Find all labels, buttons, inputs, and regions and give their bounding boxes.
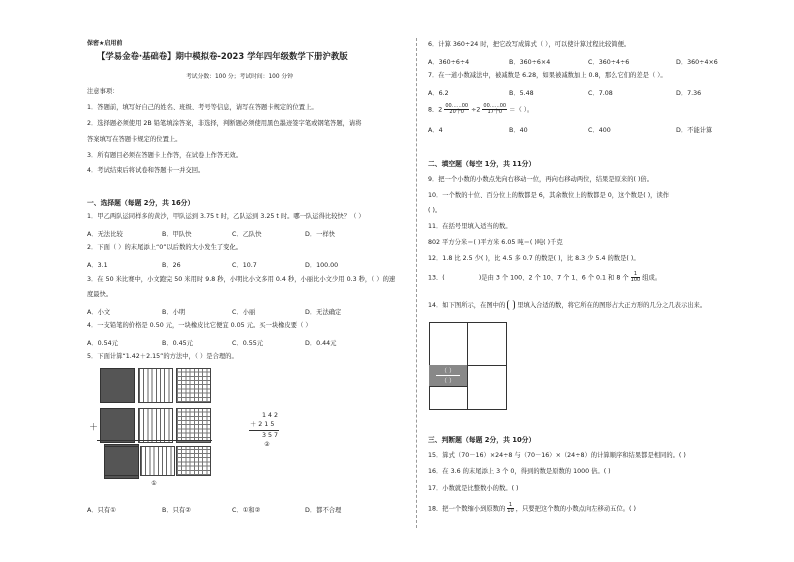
section2-heading: 二、填空题（每空 1分，共 11分） xyxy=(428,160,536,168)
q14-start: 14．如下图所示，在图中的 xyxy=(428,302,506,309)
question-8 xyxy=(428,104,533,115)
tenths-block xyxy=(140,446,175,476)
question-11: 11．在括号里填入适当的数。 xyxy=(428,223,512,230)
option-a[interactable]: A．4 xyxy=(428,127,443,134)
option-c[interactable]: C．360÷4÷6 xyxy=(588,59,630,66)
question-13 xyxy=(428,272,661,283)
label-circle-2: ② xyxy=(264,441,270,448)
notes-heading: 注意事项： xyxy=(87,88,119,95)
option-d[interactable]: D．7.36 xyxy=(676,90,702,97)
question-16: 16．在 3.6 的末尾添上 3 个 0，得到的数是原数的 1000 倍。( ) xyxy=(428,468,611,475)
q8-frac1-num: 00……00 xyxy=(445,103,469,109)
q18-start: 18．把一个数缩小到原数的 xyxy=(428,505,506,513)
question-10: 10．一个数的十位、百分位上的数都是 6，其余数位上的数都是 0，这个数是( )，读作 xyxy=(428,192,670,199)
calc-rule xyxy=(249,430,279,431)
page-title: 【学易金卷·基础卷】期中模拟卷-2023 学年四年级数学下册沪教版 xyxy=(97,51,348,61)
q18-end: ，只要把这个数的小数点向左移动五位。( ) xyxy=(515,505,636,513)
q8-fraction-1 xyxy=(444,104,469,115)
question-4: 4．一支铅笔的价格是 0.50 元，一块橡皮比它便宜 0.05 元。买一块橡皮要（ ） xyxy=(87,322,312,329)
note-item: 1．答题前，填写好自己的姓名、班级、考号等信息，请写在答题卡规定的位置上。 xyxy=(87,104,318,111)
question-6: 6．计算 360÷24 时，把它改写成算式（ ），可以使计算过程比较简便。 xyxy=(428,41,631,48)
calc-line-1: 1 4 2 xyxy=(262,412,279,419)
q8-frac2-num: 00……00 xyxy=(483,103,507,109)
tenths-block xyxy=(138,368,173,403)
plus-sign: ＋ xyxy=(89,423,99,433)
hundredths-grid xyxy=(176,446,211,476)
option-b[interactable]: B．小明 xyxy=(162,309,186,316)
option-a[interactable]: A．只有① xyxy=(87,507,116,514)
option-a[interactable]: A．360÷6÷4 xyxy=(428,59,470,66)
tenths-block xyxy=(138,408,173,443)
q18-frac-num: 1 xyxy=(508,502,513,508)
q8-fraction-2 xyxy=(482,104,507,115)
fraction-blank-top[interactable]: （ ） xyxy=(441,368,455,375)
q8-suffix: ＝（ ）。 xyxy=(509,106,534,114)
option-b[interactable]: B．0.45元 xyxy=(162,340,193,347)
q18-frac-den: 10 xyxy=(507,508,514,514)
question-7: 7．在一道小数减法中，被减数是 6.28，如果被减数加上 0.8，那么它们的差是（ ）。 xyxy=(428,72,667,79)
option-a[interactable]: A．3.1 xyxy=(87,262,108,269)
option-c[interactable]: C．7.08 xyxy=(588,90,613,97)
option-a[interactable]: A．6.2 xyxy=(428,90,449,97)
secret-mark: 保密★启用前 xyxy=(87,40,123,47)
option-b[interactable]: B．只有② xyxy=(162,507,191,514)
calc-line-2: ＋ 2 1 5 xyxy=(250,421,275,428)
option-c[interactable]: C．小丽 xyxy=(232,309,256,316)
q13-fraction xyxy=(631,272,641,283)
fraction-blank-bottom[interactable]: （ ） xyxy=(441,378,455,385)
option-d[interactable]: D．100.00 xyxy=(305,262,339,269)
hundred-block xyxy=(100,368,135,403)
note-item: 2．选择题必须使用 2B 铅笔填涂答案，非选择，判断题必须使用黑色墨迹签字笔或钢笔答题，请将 xyxy=(87,120,362,127)
q13-frac-den: 100 xyxy=(630,277,641,283)
option-a[interactable]: A．小文 xyxy=(87,309,111,316)
question-12: 12．1.8 比 2.5 少( )，比 4.5 多 0.7 的数是( )，比 8.3 少 5.4 的数是( )。 xyxy=(428,255,640,262)
option-a[interactable]: A．0.54元 xyxy=(87,340,118,347)
note-item: 答案填写在答题卡规定的位置上。 xyxy=(87,136,182,143)
option-d[interactable]: D．一样快 xyxy=(305,231,336,238)
option-b[interactable]: B．5.48 xyxy=(509,90,534,97)
question-3-cont: 度最快。 xyxy=(87,291,113,298)
option-b[interactable]: B．26 xyxy=(162,262,181,269)
option-d[interactable]: D．不能计算 xyxy=(676,127,713,134)
option-c[interactable]: C．400 xyxy=(588,127,611,134)
q8-frac1-den: 20个0 xyxy=(449,109,464,115)
q18-fraction xyxy=(507,503,513,514)
question-5: 5．下面计算“1.42＋2.15”的方法中，（ ）是合理的。 xyxy=(87,353,238,360)
q8-prefix: 8．2 xyxy=(428,106,443,114)
sum-line xyxy=(97,440,212,441)
question-9: 9．把一个小数的小数点先向右移动一位，再向右移动两位，结果是原来的( )倍。 xyxy=(428,176,654,183)
option-d[interactable]: D．都不合理 xyxy=(305,507,342,514)
question-3: 3．在 50 米比赛中，小文跑完 50 米用时 9.8 秒，小明比小文多用 0.4 秒，小丽比小文少用 0.3 秒，（ ）的速 xyxy=(87,276,396,283)
note-item: 3．所有题目必须在答题卡上作答，在试卷上作答无效。 xyxy=(87,152,243,159)
option-b[interactable]: B．360÷6×4 xyxy=(509,59,551,66)
question-11-items: 802 平方分米＝( )平方米 6.05 吨＝( )吨( )千克 xyxy=(428,239,563,246)
option-c[interactable]: C．10.7 xyxy=(232,262,257,269)
label-circle-1: ① xyxy=(151,480,157,487)
hundred-block xyxy=(104,446,139,476)
q13-end: 组成。 xyxy=(642,274,662,282)
question-18 xyxy=(428,503,636,514)
section1-heading: 一、选择题（每题 2分，共 16分） xyxy=(87,199,195,207)
section3-heading: 三、判断题（每题 2分，共 10分） xyxy=(428,436,536,444)
option-d[interactable]: D．0.44元 xyxy=(305,340,337,347)
calc-line-3: 3 5 7 xyxy=(262,432,279,439)
column-divider xyxy=(416,38,418,528)
q8-frac2-den: 17个0 xyxy=(487,109,503,115)
q13-mid: )是由 3 个 100、2 个 10、7 个 1、6 个 0.1 和 8 个 xyxy=(478,274,629,282)
question-17: 17．小数就是比整数小的数。( ) xyxy=(428,485,519,492)
option-a[interactable]: A．无法比较 xyxy=(87,231,123,238)
option-d[interactable]: D．360÷4×6 xyxy=(676,59,718,66)
option-b[interactable]: B．40 xyxy=(509,127,528,134)
option-c[interactable]: C．乙队快 xyxy=(232,231,262,238)
hundredths-grid xyxy=(176,368,211,403)
question-15: 15．算式（70－16）×24÷8 与（70－16）×（24÷8）的计算顺序和结果都是相同的。( ) xyxy=(428,452,686,459)
hundredths-grid xyxy=(176,408,211,443)
option-b[interactable]: B．甲队快 xyxy=(162,231,192,238)
option-c[interactable]: C．0.55元 xyxy=(232,340,264,347)
hundred-block xyxy=(100,408,135,443)
q13-frac-num: 1 xyxy=(631,272,641,278)
q13-start: 13．( xyxy=(428,274,445,282)
question-1: 1．甲乙两队运同样多的黄沙，甲队运到 3.75 t 时，乙队运到 3.25 t 时。哪一队运得比较快？（ ） xyxy=(87,213,365,220)
question-2: 2．下面（ ）的末尾添上“0”以后数的大小发生了变化。 xyxy=(87,244,243,251)
brace-box-icon xyxy=(507,300,515,310)
option-c[interactable]: C．①和② xyxy=(232,507,261,514)
exam-info: 考试分数：100 分；考试时间：100 分钟 xyxy=(186,74,293,80)
square-hline-2 xyxy=(429,386,467,387)
q8-eq: ÷2 xyxy=(471,106,481,114)
question-14 xyxy=(428,300,706,310)
note-item: 4．考试结束后将试卷和答题卡一并交回。 xyxy=(87,167,205,174)
q14-end: 里填入合适的数，将它所在的图形占大正方形的几分之几表示出来。 xyxy=(517,302,707,309)
option-d[interactable]: D．无法确定 xyxy=(305,309,342,316)
question-10-cont: ( )。 xyxy=(428,207,442,214)
